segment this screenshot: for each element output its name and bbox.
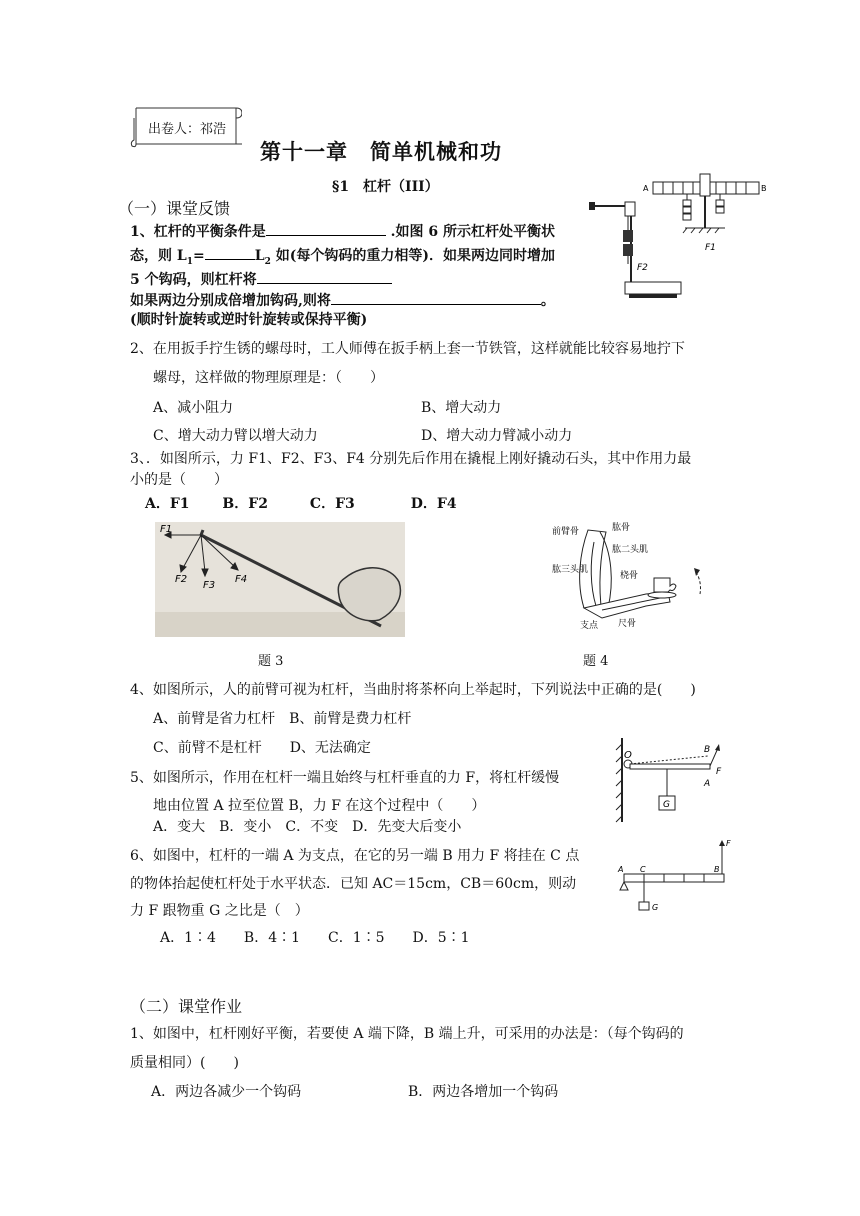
q5-line1: 5、如图所示，作用在杠杆一端且始终与杠杆垂直的力 F，将杠杆缓慢 xyxy=(130,770,560,786)
fig4-label-humerus: 肱骨 xyxy=(612,523,631,533)
p2-q1-option-a[interactable]: A．两边各减少一个钩码 xyxy=(151,1084,302,1100)
q1-line4: 如果两边分别成倍增加钩码,则将 。 xyxy=(130,290,555,311)
chapter-title: 第十一章 简单机械和功 xyxy=(260,140,502,164)
fig4-label-ulna: 尺骨 xyxy=(618,619,637,629)
q1-blank3[interactable] xyxy=(257,269,392,284)
horizontal-lever-figure xyxy=(612,836,732,916)
q1-line2: 态，则 $L_1= L_2$ 如(每个钩码的重力相等)．如果两边同时增加 xyxy=(130,245,555,272)
fig6-label-g: G xyxy=(652,903,659,912)
wall-lever-figure xyxy=(612,734,732,826)
q2-option-d[interactable]: D、增大动力臂减小动力 xyxy=(421,428,573,444)
q6-line2: 的物体抬起使杠杆处于水平状态．已知 AC＝15cm，CB＝60cm，则动 xyxy=(130,876,577,892)
q2-option-a[interactable]: A、减小阻力 xyxy=(153,400,234,416)
p2-q1-line1: 1、如图中，杠杆刚好平衡，若要使 A 端下降，B 端上升，可采用的办法是：（每个钩码的 xyxy=(130,1026,684,1042)
section-title: §1 杠杆（III） xyxy=(332,179,439,195)
fig4-label-biceps: 肱二头肌 xyxy=(612,545,649,555)
q1-blank1[interactable] xyxy=(266,221,386,236)
q5-line2: 地由位置 A 拉至位置 B，力 F 在这个过程中（ ） xyxy=(153,798,486,814)
fig1-label-b: B xyxy=(761,184,767,193)
fig1-label-f1: F1 xyxy=(705,243,716,253)
q6-options[interactable]: A．1∶4 B．4∶1 C．1∶5 D．5∶1 xyxy=(160,930,470,946)
part1-heading: （一）课堂反馈 xyxy=(118,199,231,218)
fig4-label-radius: 桡骨 xyxy=(620,571,639,581)
q2-option-c[interactable]: C、增大动力臂以增大动力 xyxy=(153,428,318,444)
fig5-label-b: B xyxy=(704,745,711,755)
q4-figure-caption: 题 4 xyxy=(583,654,609,669)
lever-balance-figure xyxy=(585,166,775,310)
fig4-label-triceps: 肱三头肌 xyxy=(552,565,589,575)
q3-line1: 3、．如图所示，力 F1、F2、F3、F4 分别先后作用在撬棍上刚好撬动石头，其中作用力最 xyxy=(130,451,692,467)
q5-options[interactable]: A．变大 B．变小 C．不变 D．先变大后变小 xyxy=(153,819,462,835)
q1-line1: 1、杠杆的平衡条件是 .如图 6 所示杠杆处平衡状 xyxy=(130,221,555,242)
p2-q1-line2: 质量相同）( ) xyxy=(130,1055,239,1071)
q2-line1: 2、在用扳手拧生锈的螺母时，工人师傅在扳手柄上套一节铁管，这样就能比较容易地拧下 xyxy=(130,341,685,357)
fig4-label-forearm-bone: 前臂骨 xyxy=(552,527,580,537)
fig5-label-a: A xyxy=(704,779,711,789)
fig5-label-g: G xyxy=(663,800,670,810)
crowbar-figure xyxy=(155,522,405,637)
fig3-label-f2: F2 xyxy=(175,574,188,585)
author-label: 出卷人：祁浩 xyxy=(148,122,227,137)
forearm-figure xyxy=(550,522,710,634)
q6-line1: 6、如图中，杠杆的一端 A 为支点，在它的另一端 B 用力 F 将挂在 C 点 xyxy=(130,848,580,864)
fig5-label-f: F xyxy=(716,767,722,777)
q1-line5: (顺时针旋转或逆时针旋转或保持平衡) xyxy=(130,312,368,328)
q6-line3: 力 F 跟物重 G 之比是（ ） xyxy=(130,903,309,919)
part2-heading: （二）课堂作业 xyxy=(130,997,243,1016)
fig5-label-o: O xyxy=(624,750,632,761)
q1-blank4[interactable] xyxy=(331,290,541,305)
p2-q1-option-b[interactable]: B．两边各增加一个钩码 xyxy=(408,1084,559,1100)
fig3-label-f1: F1 xyxy=(160,524,173,535)
fig3-label-f4: F4 xyxy=(235,574,248,585)
fig1-label-f2: F2 xyxy=(637,263,648,273)
fig6-label-b: B xyxy=(714,865,720,874)
q3-line2: 小的是（ ） xyxy=(130,472,228,488)
q3-figure-caption: 题 3 xyxy=(258,654,284,669)
fig6-label-f: F xyxy=(726,839,731,848)
q1-line3: 5 个钩码，则杠杆将 xyxy=(130,269,392,290)
q2-option-b[interactable]: B、增大动力 xyxy=(421,400,502,416)
q3-options[interactable]: A．F1 B．F2 C．F3 D．F4 xyxy=(145,496,457,512)
q4-options-cd[interactable]: C、前臂不是杠杆 D、无法确定 xyxy=(153,740,371,756)
q1-blank2[interactable] xyxy=(205,245,255,260)
fig6-label-a: A xyxy=(618,865,624,874)
fig1-label-a: A xyxy=(643,184,649,193)
fig4-label-fulcrum: 支点 xyxy=(580,621,599,631)
fig3-label-f3: F3 xyxy=(203,580,216,591)
q4-line1: 4、如图所示，人的前臂可视为杠杆，当曲肘将茶杯向上举起时，下列说法中正确的是( ) xyxy=(130,682,696,698)
q4-options-ab[interactable]: A、前臂是省力杠杆 B、前臂是费力杠杆 xyxy=(153,711,412,727)
q2-line2: 螺母，这样做的物理原理是：（ ） xyxy=(153,370,384,386)
fig6-label-c: C xyxy=(640,865,646,874)
